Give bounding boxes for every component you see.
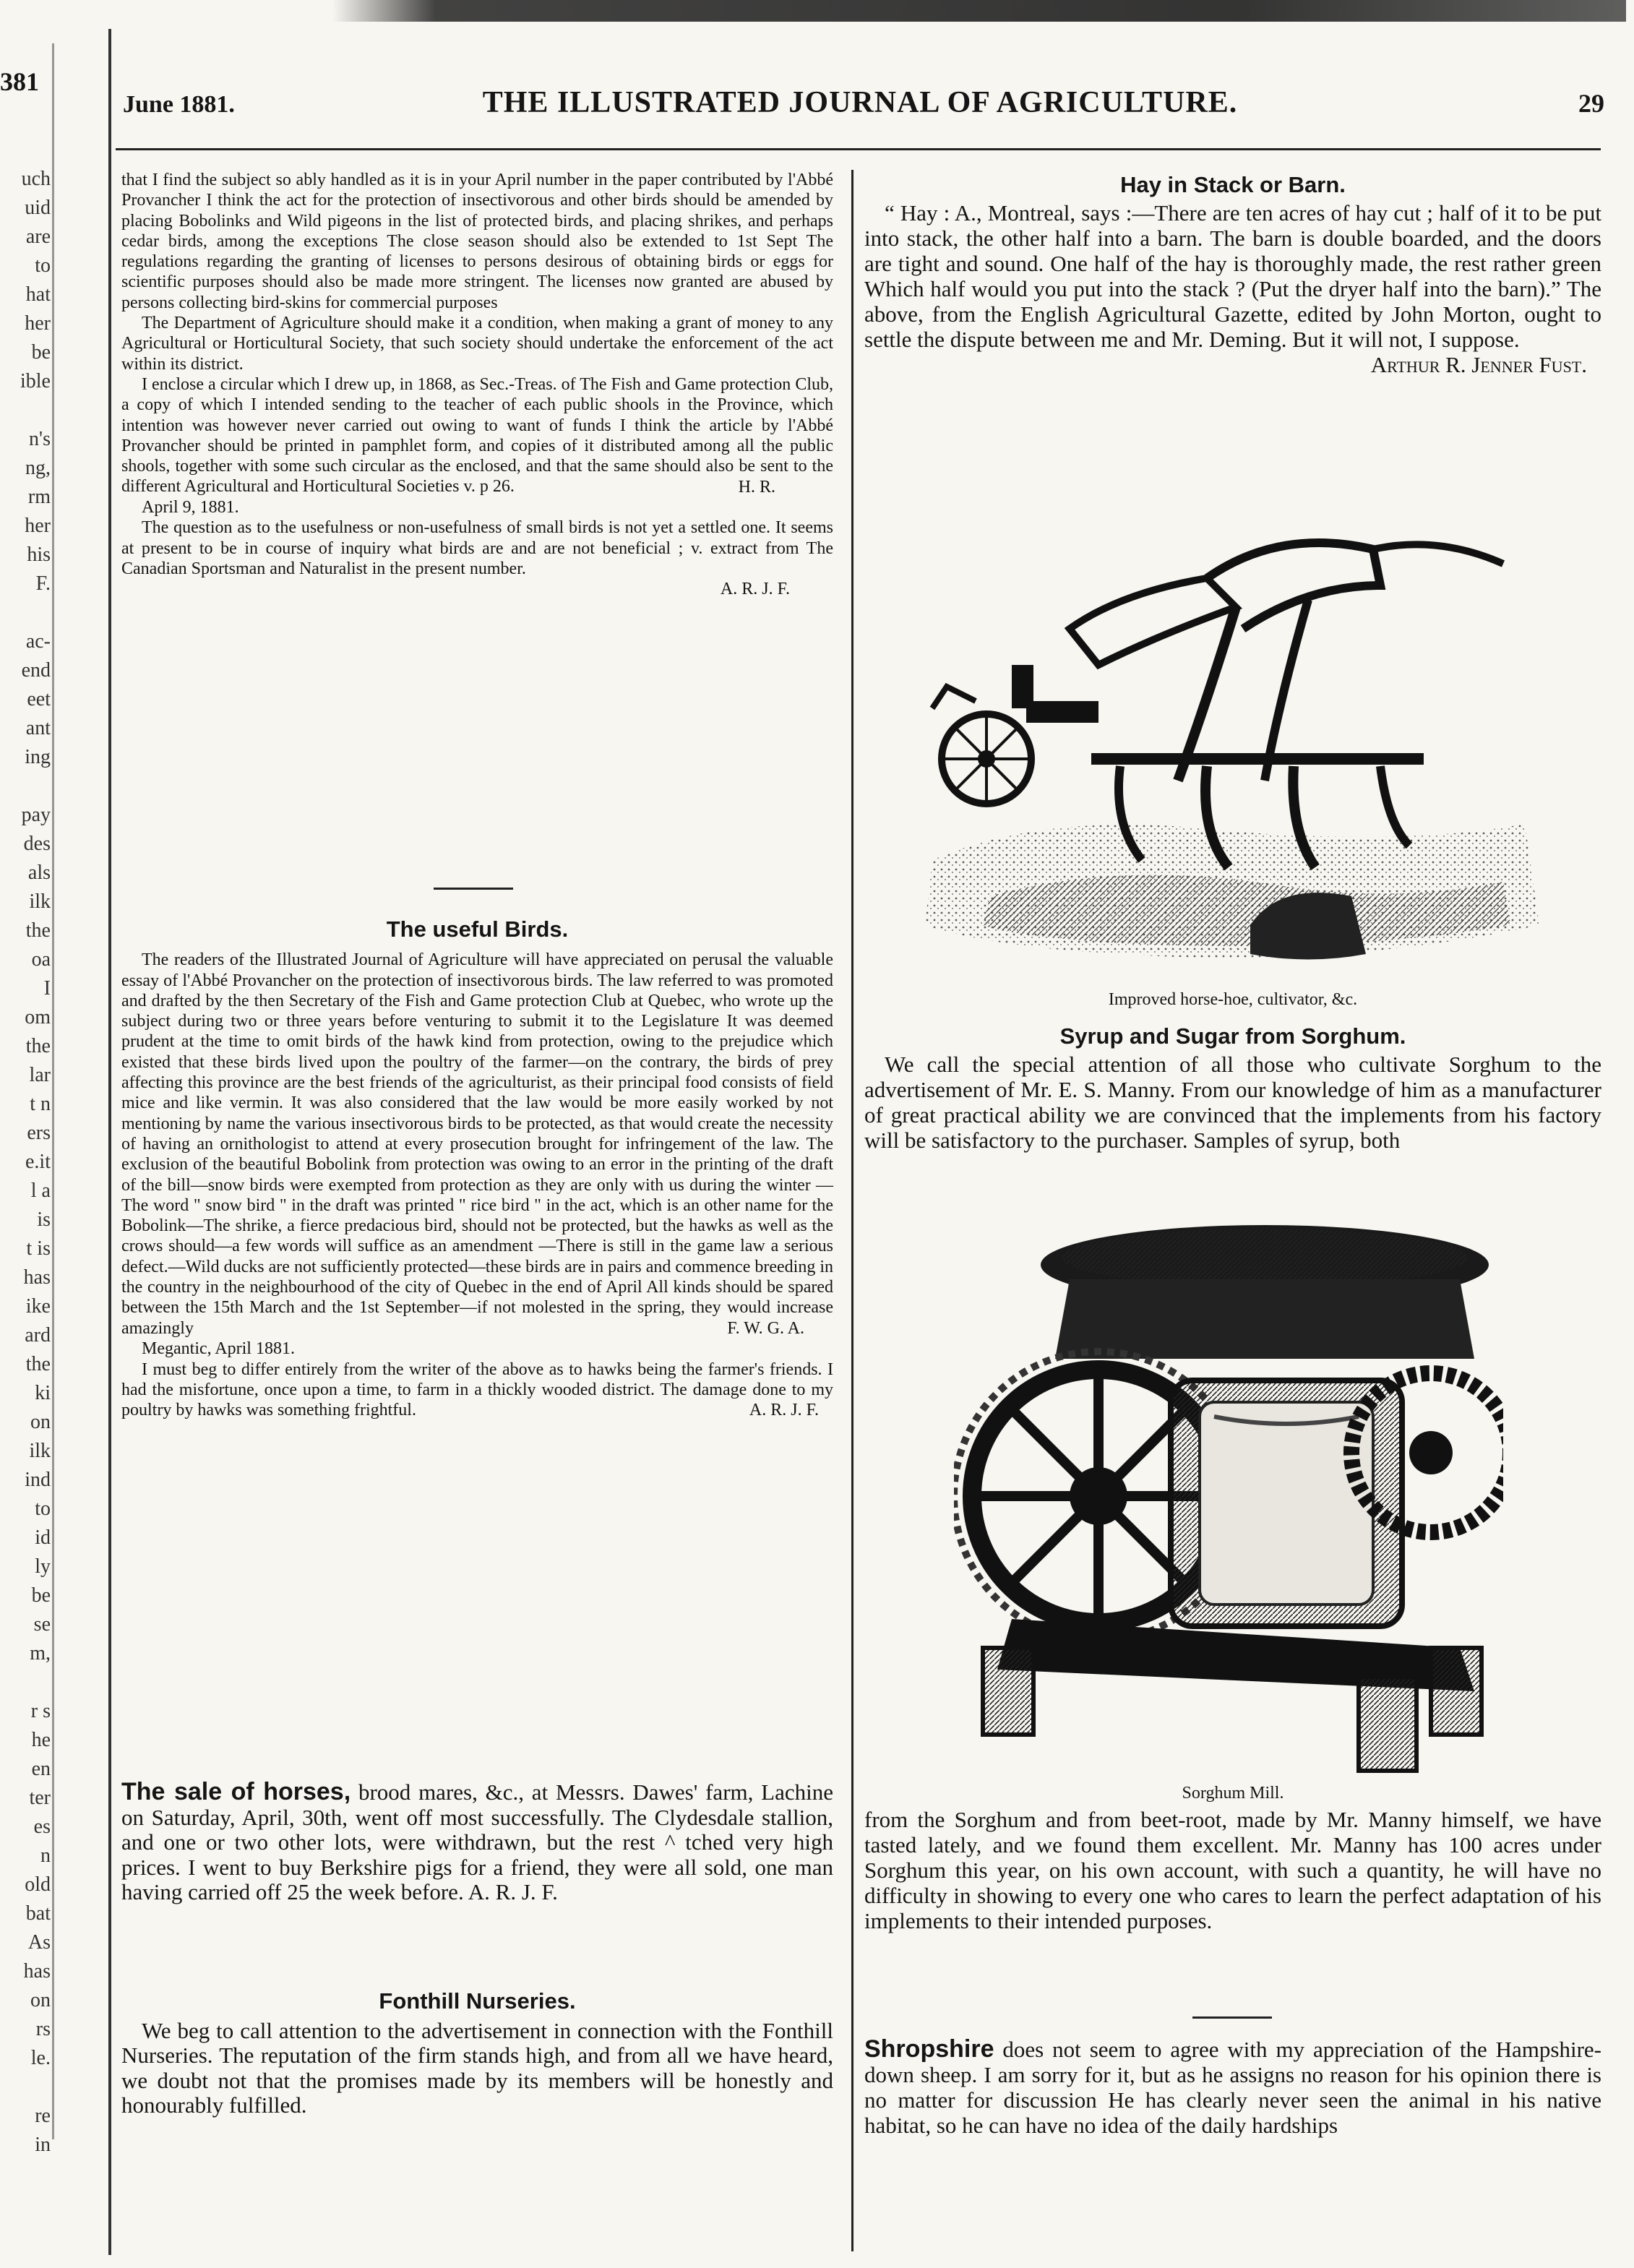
prev-page-fragment: t is bbox=[26, 1237, 51, 1260]
shropshire-lead: Shropshire bbox=[864, 2035, 994, 2063]
horses-text: brood mares, &c., at Messrs. Dawes' farm, Lachine on Saturday, April, 30th, went off most successfully. The Clydesdale stallion, and one or two other lots, were withdrawn, but the rest ^ tched very high prices. I went to buy Berkshire pigs for a friend, they were all sold, one man having carried off 25 the week before. bbox=[121, 1779, 834, 1904]
reply-text: I must beg to differ entirely from the writer of the above as to hawks being the farmer's friends. I had the misfortune, once upon a time, to farm in a thickly wooded district. The damage done to my poultry by hawks was something frightful. bbox=[121, 1359, 833, 1420]
prev-page-fragment: ilk bbox=[29, 1440, 51, 1462]
prev-page-fragment bbox=[0, 396, 51, 425]
prev-page-fragment: ike bbox=[25, 1295, 51, 1318]
useful-birds-signature: F. W. G. A. bbox=[727, 1318, 804, 1338]
prev-page-fragment: m, bbox=[30, 1642, 51, 1665]
prev-page-fragment: es bbox=[33, 1816, 51, 1838]
prev-page-fragment: old bbox=[25, 1873, 51, 1896]
hay-text: “ Hay : A., Montreal, says :—There are ten acres of hay cut ; half of it to be put into stack, the other half into a barn. The barn is double boarded, and the doors are tight and sound. One half of the hay is thoroughly made, the rest rather green Which half would you put into the stack ? (Put the dryer half into the barn).” The above, from the English Agricultural Gazette, edited by John Morton, ought to settle the dispute between me and Mr. Deming. But it will not, I suppose. bbox=[864, 200, 1601, 352]
horses-lead: The sale of horses, bbox=[121, 1778, 351, 1805]
fonthill-text: We beg to call attention to the advertisement in connection with the Fonthill Nurseries. The reputation of the firm stands high, and from all we have heard, we doubt not that the promises made by its members will be honestly and honourably fulfilled. bbox=[121, 2017, 833, 2118]
prev-page-fragment: hat bbox=[25, 283, 51, 306]
sorghum-text-continued: from the Sorghum and from beet-root, made by Mr. Manny himself, we have tasted lately, and we found them excellent. Mr. Manny has 100 acres under Sorghum this year, on his own account, with such a quantity, he will have no difficulty in showing to every one who cares to learn the perfect adaptation of his implements to their intended purposes. bbox=[864, 1807, 1601, 1933]
prev-page-fragment: rm bbox=[27, 486, 51, 508]
letter-paragraph: that I find the subject so ably handled as it is in your April number in the paper contributed by l'Abbé Provancher I think the act for the protection of insectivorous and other birds should be amended by placing Bobolinks and Wild pigeons in the list of protected birds, and placing shrikes, and perhaps cedar birds, among the exceptions The close season should also be extended to 1st Sept The regulations regarding the granting of licenses to persons desirous of obtaining birds or eggs for scientific purposes should also be made more stringent. The licenses now granted are abused by persons collecting bird-skins for commercial purposes bbox=[121, 171, 833, 312]
prev-page-fragment: ng, bbox=[25, 457, 51, 479]
section-divider bbox=[434, 888, 513, 890]
prev-page-fragment: ers bbox=[27, 1122, 51, 1144]
editor-note: The question as to the usefulness or non-usefulness of small birds is not yet a settled one. It seems at present to be in course of inquiry what birds are and are not beneficial ; v. extract from The Canadian Sportsman and Naturalist in the present number. bbox=[121, 518, 833, 578]
prev-page-fragment: pay bbox=[21, 804, 51, 826]
prev-page-fragment: ki bbox=[35, 1382, 51, 1404]
prev-page-fragment: he bbox=[31, 1729, 51, 1751]
shropshire-text: does not seem to agree with my appreciation of the Hampshire-down sheep. I am sorry for it, but as he assigns no reason for his opinion there is no matter for discussion He has clearly never seen the animal in his native habitat, so he can have no idea of the daily hardships bbox=[864, 2037, 1602, 2138]
prev-page-fragment: her bbox=[25, 515, 51, 537]
prev-page-fragment: ter bbox=[29, 1787, 51, 1809]
prev-page-fragment: ant bbox=[25, 717, 51, 739]
letter-date: April 9, 1881. bbox=[142, 498, 239, 517]
prev-page-fragment: ilk bbox=[29, 890, 51, 913]
prev-page-fragment: oa bbox=[31, 948, 51, 971]
prev-page-fragment: rs bbox=[35, 2018, 51, 2040]
useful-birds-text: The readers of the Illustrated Journal of Agriculture will have appreciated on perusal the valuable essay of l'Abbé Provancher on the protection of insectivorous birds. The law referred to was promoted and drafted by the then Secretary of the Fish and Game protection Club at Quebec, who wrote up the subject during two or three years before venturing to submit it to the Legislature It was deemed prudent at the time to omit birds of the hawk kind from protection, owing to the prejudice which existed that these birds lived upon the poultry of the farmer—on the contrary, the birds of prey affecting this province are the best friends of the agriculturist, as their principal food consists of field mice and like vermin. It was also considered that the law would be more easily worked by not mentioning by name the various insectivorous birds to be protected, as that would create the necessity of having an ornithologist to attend at every prosecution brought for infringement of the law. The exclusion of the beautiful Bobolink from protection was owing to an error in the printing of the draft of the bill—snow birds were exempted from protection as they are only with us during the winter —The word " snow bird " in the draft was printed " rice bird " in the act, which is an other name for the Bobolink—The shrike, a fierce predacious bird, should not be protected, but the hawks as well as the crows should—a few words will suffice as an amendment —There is still in the game law a serious defect.—Wild ducks are not sufficiently protected—these birds are in pairs and commence breeding in the country in the neighbourhood of the city of Quebec in the end of April All kinds should be spared between the 15th March and the 1st September—if not molested in the spring, they would increase amazingly bbox=[121, 950, 833, 1338]
header-date: June 1881. bbox=[123, 91, 235, 118]
section-divider bbox=[1192, 2016, 1272, 2019]
prev-page-fragment: in bbox=[35, 2134, 51, 2156]
prev-page-fragment: the bbox=[25, 1035, 51, 1057]
prev-page-fragment: the bbox=[25, 1353, 51, 1375]
prev-page-fragment bbox=[0, 772, 51, 801]
header-rule bbox=[116, 148, 1601, 150]
page-header bbox=[116, 85, 1604, 129]
hay-title: Hay in Stack or Barn. bbox=[1120, 172, 1346, 197]
prev-page-fragment: on bbox=[30, 1411, 51, 1433]
prev-page-fragment: en bbox=[31, 1758, 51, 1780]
sorghum-article bbox=[864, 1023, 1601, 1153]
prev-page-fragment: ind bbox=[25, 1469, 51, 1491]
prev-page-fragment: uid bbox=[25, 197, 51, 219]
editor-note-signature: A. R. J. F. bbox=[720, 580, 790, 599]
prev-page-fragment bbox=[0, 598, 51, 627]
letter-paragraph: The Department of Agriculture should make it a condition, when making a grant of money to any Agricultural or Horticultural Society, that such society should undertake the enforcement of the act within its district. bbox=[121, 314, 833, 374]
prev-page-fragment: ing bbox=[25, 746, 51, 768]
gutter-edge bbox=[52, 43, 54, 2139]
horses-paragraph bbox=[121, 1779, 833, 1905]
prev-page-fragment: se bbox=[33, 1613, 51, 1636]
fonthill-title: Fonthill Nurseries. bbox=[379, 1988, 576, 2014]
prev-page-fragment: uch bbox=[21, 168, 51, 190]
hay-signature: Arthur R. Jenner Fust. bbox=[1370, 352, 1587, 377]
prev-page-fragment: des bbox=[23, 833, 51, 855]
prev-page-fragment: be bbox=[31, 1584, 51, 1607]
useful-birds-article bbox=[121, 916, 833, 1421]
prev-page-fragment bbox=[0, 2073, 51, 2102]
prev-page-fragment: As bbox=[27, 1931, 51, 1954]
journal-title: THE ILLUSTRATED JOURNAL OF AGRICULTURE. bbox=[482, 86, 1238, 119]
sorghum-mill-illustration bbox=[954, 1214, 1503, 1778]
useful-birds-title: The useful Birds. bbox=[386, 916, 569, 942]
letter-paragraph: I enclose a circular which I drew up, in 1868, as Sec.-Treas. of The Fish and Game protection Club, a copy of which I intended sending to the teacher of each public shools in the Province, which intention was however never carried out owing to want of funds I think the article by l'Abbé Provancher should be printed in pamphlet form, and copies of it distributed among all the public shools, together with some such circular as the enclosed, and that the same should also be sent to the different Agricultural and Horticultural Societies v. p 26. bbox=[121, 374, 833, 497]
sorghum-continued bbox=[864, 1807, 1601, 1933]
prev-page-fragment: le. bbox=[30, 2047, 51, 2069]
page-number: 29 bbox=[1578, 89, 1604, 118]
horse-hoe-caption: Improved horse-hoe, cultivator, &c. bbox=[1108, 990, 1358, 1009]
letter-continued bbox=[121, 170, 833, 600]
prev-page-fragment: e.it bbox=[25, 1151, 51, 1173]
prev-page-fragment: be bbox=[31, 341, 51, 364]
prev-page-fragment: t n bbox=[30, 1093, 51, 1115]
prev-page-fragments bbox=[0, 165, 51, 2160]
sorghum-text: We call the special attention of all those who cultivate Sorghum to the advertisement of Mr. E. S. Manny. From our knowledge of him as a manufacturer of great practical ability we are convinced that the implements from his factory will be satisfactory to the purchaser. Samples of syrup, both bbox=[864, 1052, 1601, 1153]
prev-page-fragment: his bbox=[27, 544, 51, 566]
prev-page-fragment: bat bbox=[25, 1902, 51, 1925]
prev-page-fragment: eet bbox=[27, 688, 51, 710]
shropshire-paragraph bbox=[864, 2037, 1601, 2138]
prev-page-fragment: are bbox=[25, 225, 51, 248]
prev-page-fragment: to bbox=[35, 254, 51, 277]
prev-page-fragment: ac- bbox=[25, 630, 51, 653]
binding-gutter bbox=[108, 29, 111, 2255]
prev-page-fragment: the bbox=[25, 919, 51, 942]
prev-page-fragment: lar bbox=[29, 1064, 51, 1086]
prev-page-fragment: to bbox=[35, 1498, 51, 1520]
prev-page-fragment: I bbox=[43, 977, 51, 1000]
reply-signature: A. R. J. F. bbox=[749, 1401, 819, 1420]
prev-page-fragment: on bbox=[30, 1989, 51, 2011]
fonthill-article bbox=[121, 1989, 833, 2118]
sorghum-title: Syrup and Sugar from Sorghum. bbox=[1059, 1023, 1406, 1049]
prev-page-fragment: ard bbox=[25, 1324, 51, 1346]
prev-page-fragment: om bbox=[25, 1006, 51, 1028]
hay-article bbox=[864, 172, 1601, 377]
prev-page-fragment: has bbox=[23, 1960, 51, 1983]
sorghum-mill-caption: Sorghum Mill. bbox=[1182, 1784, 1284, 1803]
column-rule bbox=[851, 170, 853, 2251]
prev-page-fragment: ible bbox=[20, 370, 51, 392]
prev-page-fragment: als bbox=[27, 862, 51, 884]
horse-hoe-illustration bbox=[903, 520, 1554, 976]
prev-page-fragment bbox=[0, 1668, 51, 1697]
prev-page-fragment: l a bbox=[30, 1180, 51, 1202]
prev-page-fragment: is bbox=[37, 1208, 51, 1231]
prev-page-fragment: n's bbox=[29, 428, 51, 450]
prev-page-fragment: re bbox=[35, 2105, 51, 2127]
letter-signature: H. R. bbox=[738, 477, 775, 497]
prev-page-fragment: r s bbox=[30, 1700, 51, 1722]
prev-page-fragment: her bbox=[25, 312, 51, 335]
prev-page-fragment: n bbox=[40, 1844, 51, 1867]
useful-birds-place: Megantic, April 1881. bbox=[142, 1339, 295, 1359]
horses-signature: A. R. J. F. bbox=[468, 1879, 558, 1904]
prev-page-number: 381 bbox=[0, 67, 39, 96]
prev-page-fragment: ly bbox=[35, 1555, 51, 1578]
prev-page-fragment: F. bbox=[35, 572, 51, 595]
prev-page-fragment: end bbox=[21, 659, 51, 682]
prev-page-fragment: id bbox=[35, 1526, 51, 1549]
scan-edge-band bbox=[332, 0, 1626, 22]
prev-page-fragment: has bbox=[23, 1266, 51, 1289]
